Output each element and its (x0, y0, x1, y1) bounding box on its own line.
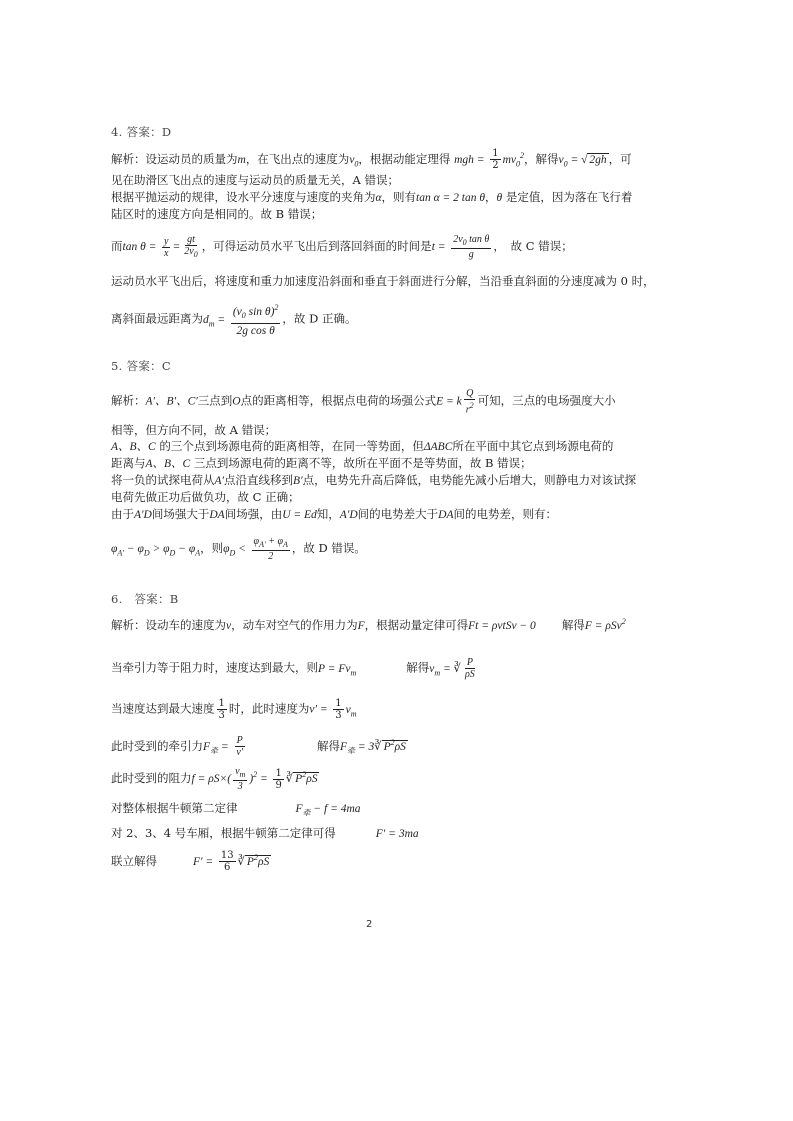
q4-line-7: 离斜面最远距离为$d_m$ = $\frac{(v_0 \sin \theta)^2}{\text{2g cos θ}}$ ，故 D 正确。 (111, 300, 356, 339)
q6-line-3: 当速度达到最大速度 $\frac{1}{3}$ 时，此时速度为v′ = $\frac{1}{3}$ $v_m$ (111, 698, 357, 721)
q4-line-5: 而tan θ = $\frac{y}{x}$ = $\frac{gt}{2v_0}$ ，可得运动员水平飞出后到落回斜面的时间是t = $\frac{2v_0 \tan \theta}{g}$ ， 故 C 错误； (111, 234, 573, 260)
q6-line-8: 联立解得 F′ = $\frac{13}{6}$ ∛ $P^2\rho S$ (111, 850, 270, 874)
q4-line-1: 解析：设运动员的质量为m，在飞出点的速度为$v_0$，根据动能定理得 mgh = $\frac{1}{2}$ $mv_0^2$，解得$v_0$ = √ 2gh ，可 (111, 148, 632, 172)
q4-heading: 4. 答案：D (111, 125, 172, 139)
q6-line-7: 对 2、3、4 号车厢，根据牛顿第二定律可得 F′ = 3ma (111, 826, 419, 840)
page-number: 2 (366, 919, 373, 930)
q6-line-6: 对整体根据牛顿第二定律 $F_牵 - f = 4ma$ (111, 801, 361, 818)
q4-line-6: 运动员水平飞出后，将速度和重力加速度沿斜面和垂直于斜面进行分解，当沿垂直斜面的分速度减为 0 时， (111, 274, 655, 288)
q4-line-4: 陆区时的速度方向是相同的。故 B 错误； (111, 207, 323, 221)
q4-line-2: 见在助滑区飞出点的速度与运动员的质量无关，A 错误； (111, 173, 399, 187)
q5-line-7: 由于A′D间场强大于DA间场强，由U = Ed知，A′D间的电势差大于DA间的电势差，则有： (111, 507, 557, 521)
q5-line-1: 解析：A′、B′、C′三点到O点的距离相等，根据点电荷的场强公式E = k $\frac{Q}{r^2}$ 可知，三点的电场强度大小 (111, 388, 616, 416)
q6-line-5: 此时受到的阻力f = ρS×( $\frac{v_m}{3}$ )$^2$ = $\frac{1}{9}$ ∛ $P^2\rho S$ (111, 766, 318, 792)
q6-line-1: 解析：设动车的速度为v，动车对空气的作用力为F，根据动量定律可得Ft = ρvtSv − 0 解得F = ρSv$^2$ (111, 617, 626, 632)
q4-line-3: 根据平抛运动的规律，设水平分速度与速度的夹角为α，则有tan α = 2 tan θ，θ 是定值，因为落在飞行着 (111, 190, 633, 204)
q6-line-2: 当牵引力等于阻力时，速度达到最大，则$P = Fv_m$ 解得$v_m$ = ∛ $\frac{P}{\rho S}$ (111, 657, 475, 680)
q5-line-2: 相等，但方向不同，故 A 错误； (111, 423, 277, 437)
q5-line-5: 将一负的试探电荷从A′点沿直线移到B′点，电势先升高后降低，电势能先减小后增大，则静电力对该试探 (111, 473, 637, 487)
q6-line-4: 此时受到的牵引力$F_牵$ = $\frac{P}{v'}$ 解得$F_牵$ = 3∛ $P^2\rho S$ (111, 735, 406, 759)
q5-line-3: A、B、C 的三个点到场源电荷的距离相等，在同一等势面，但ΔABC所在平面中其它点到场源电荷的 (111, 439, 614, 453)
q5-line-4: 距离与A、B、C 三点到场源电荷的距离不等，故所在平面不是等势面，故 B 错误； (111, 456, 532, 470)
q5-line-8: $\varphi_{A'} - \varphi_D > \varphi_D - \varphi_A$，则$\varphi_D$ < $\frac{\varphi_{A'} + \varphi_A}{2}$ ，故 D 错误。 (111, 536, 366, 562)
q5-heading: 5. 答案：C (111, 359, 172, 373)
q5-line-6: 电荷先做正功后做负功，故 C 正确； (111, 490, 300, 504)
q6-heading: 6. 答案：B (111, 592, 179, 606)
